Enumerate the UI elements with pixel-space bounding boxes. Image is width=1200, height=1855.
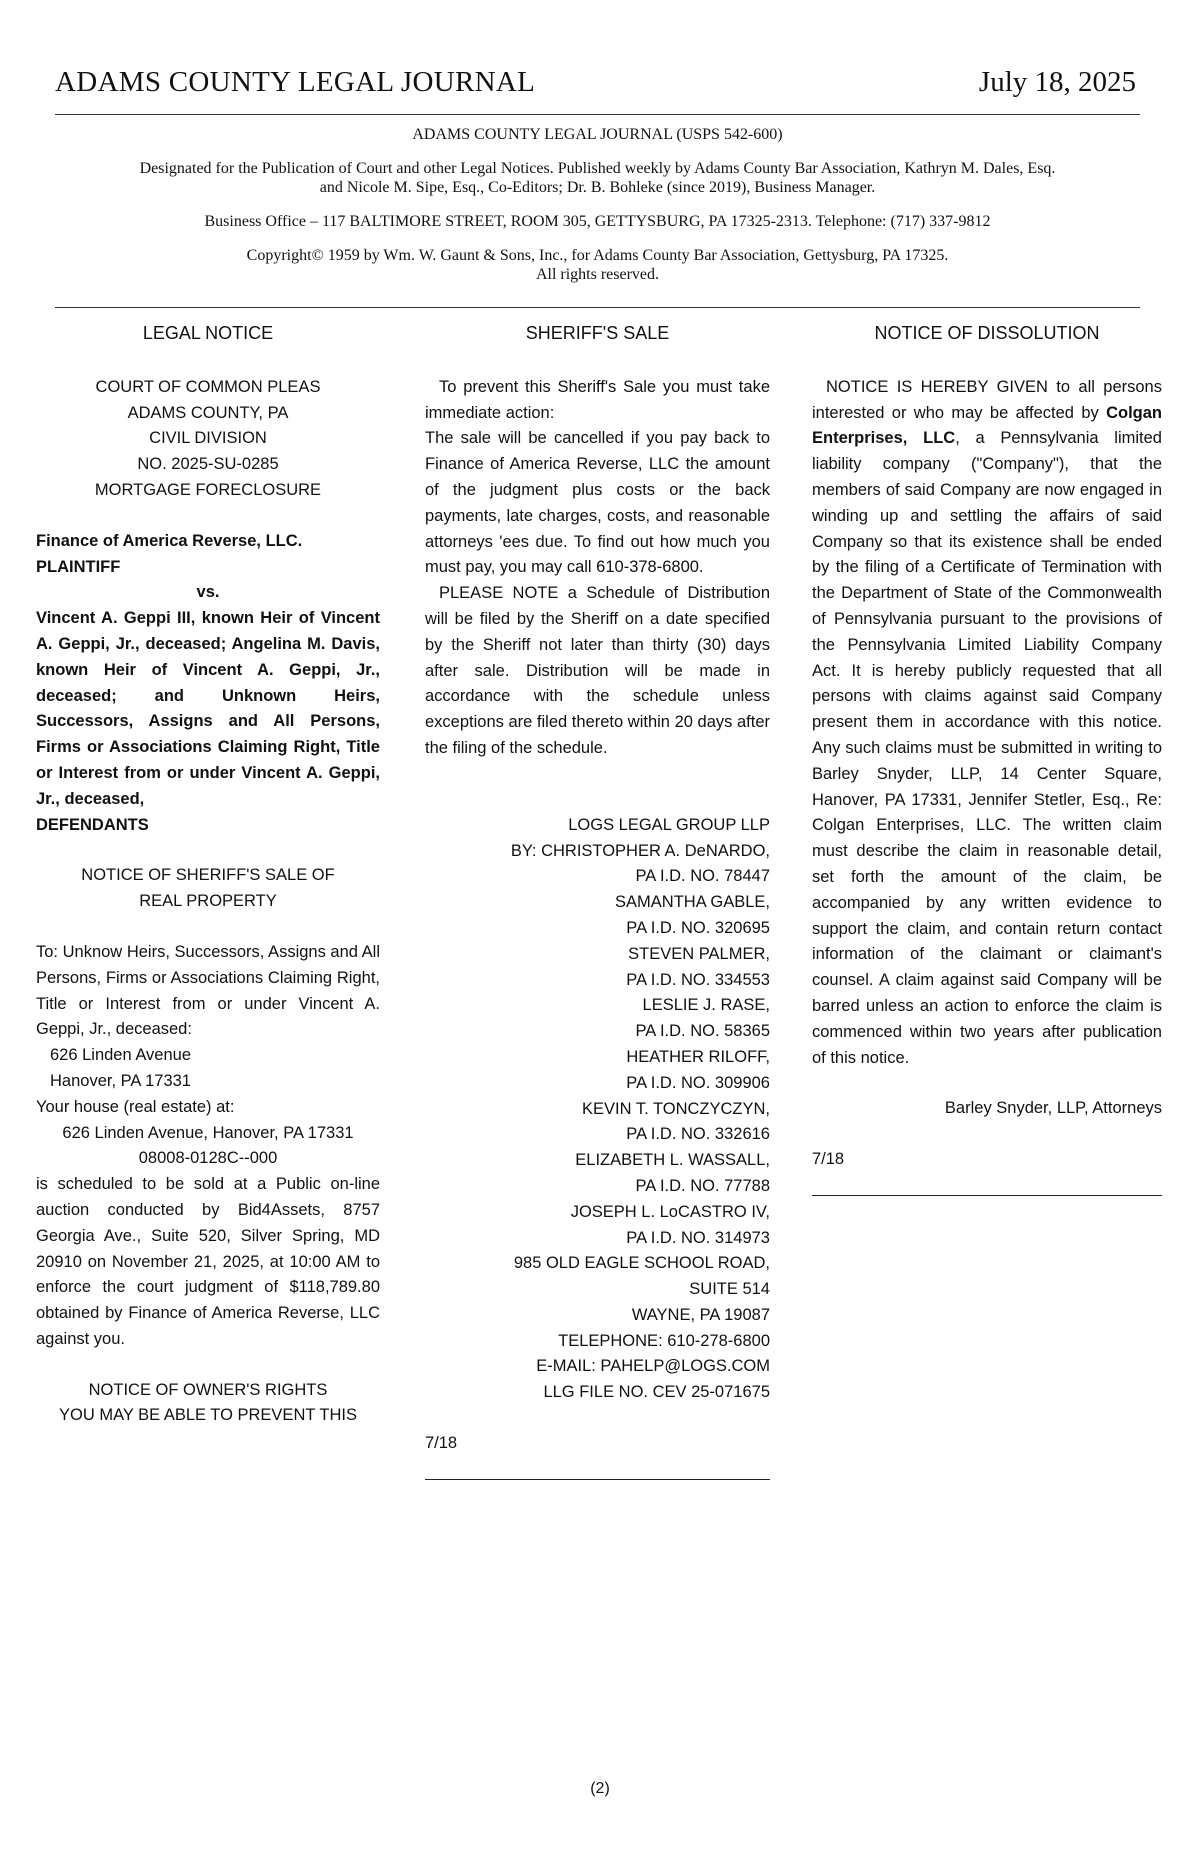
signature-line: PA I.D. NO. 334553 (626, 970, 770, 989)
dissolution-body-intro: NOTICE IS HEREBY GIVEN to all persons interested or who may be affected by (812, 377, 1162, 422)
signature-block (425, 813, 770, 1406)
copyright-line: Copyright© 1959 by Wm. W. Gaunt & Sons, Inc., for Adams County Bar Association, Gettysburg, PA 17325. (246, 247, 949, 264)
dissolution-date-code (812, 1147, 1162, 1196)
sheriffs-sale-paragraph: To prevent this Sheriff's Sale you must take immediate action: (425, 377, 770, 422)
signature-line: ELIZABETH L. WASSALL, (575, 1151, 770, 1170)
house-address: 626 Linden Avenue, Hanover, PA 17331 (62, 1123, 354, 1142)
sheriffs-sale-heading: SHERIFF'S SALE (525, 323, 670, 343)
date-code-text: 7/18 (425, 1434, 458, 1453)
signature-line: PA I.D. NO. 77788 (635, 1176, 770, 1195)
dissolution-heading: NOTICE OF DISSOLUTION (874, 323, 1100, 343)
court-line: CIVIL DIVISION (149, 429, 267, 448)
signature-line: LESLIE J. RASE, (642, 996, 770, 1015)
court-line: COURT OF COMMON PLEAS (95, 377, 321, 396)
legal-notice-heading: LEGAL NOTICE (142, 323, 274, 343)
sheriffs-sale-paragraph: The sale will be cancelled if you pay back to Finance of America Reverse, LLC the amount of the judgment plus costs or the back payments, late charges, costs, and reasonable attorneys 'ees due. To find out how much you must pay, you may call 610-378-6800. (425, 429, 770, 577)
signature-line: BY: CHRISTOPHER A. DeNARDO, (510, 841, 770, 860)
versus-label: vs. (196, 583, 220, 602)
sheriffs-sale-column (425, 321, 770, 1480)
defendants-text: Vincent A. Geppi III, known Heir of Vincent A. Geppi, Jr., deceased; Angelina M. Davis, known Heir of Vincent A. Geppi, Jr., deceased; and Unknown Heirs, Successors, Assigns and All Persons, Firms or Associations Claiming Right, Title or Interest from or under Vincent A. Geppi, Jr., deceased, (36, 609, 380, 808)
court-caption (36, 375, 380, 504)
plaintiff-name: Finance of America Reverse, LLC. (36, 531, 303, 550)
company-name: Colgan Enterprises, LLC (812, 403, 1162, 448)
page-number: (2) (590, 1780, 610, 1797)
date-code-text: 7/18 (812, 1150, 845, 1169)
signature-line: PA I.D. NO. 78447 (635, 867, 770, 886)
signature-line: WAYNE, PA 19087 (631, 1305, 770, 1324)
signature-line: LLG FILE NO. CEV 25-071675 (543, 1383, 770, 1402)
court-line: MORTGAGE FORECLOSURE (94, 480, 322, 499)
publication-info (55, 125, 1140, 308)
rights-line: All rights reserved. (535, 266, 660, 283)
masthead (55, 62, 1140, 115)
house-label: Your house (real estate) at: (36, 1097, 235, 1116)
property-address-line: 626 Linden Avenue (50, 1046, 191, 1065)
signature-line: LOGS LEGAL GROUP LLP (568, 815, 770, 834)
signature-line: TELEPHONE: 610-278-6800 (558, 1331, 770, 1350)
notice-recipients: To: Unknow Heirs, Successors, Assigns and All Persons, Firms or Associations Claiming Right, Title or Interest from or under Vincent A. Geppi, Jr., deceased: (36, 942, 380, 1039)
signature-line: HEATHER RILOFF, (626, 1047, 770, 1066)
journal-title: ADAMS COUNTY LEGAL JOURNAL (55, 66, 536, 98)
signature-line: SUITE 514 (689, 1280, 770, 1299)
designation-text: Designated for the Publication of Court and other Legal Notices. Published weekly by Adams County Bar Association, Kathryn M. Dales, Esq. and Nicole M. Sipe, Esq., Co-Editors; Dr. B. Bohleke (since 2019), Business Manager. (139, 160, 1056, 196)
signature-line: 985 OLD EAGLE SCHOOL ROAD, (513, 1254, 770, 1273)
plaintiff-label: PLAINTIFF (36, 557, 121, 576)
sheriffs-sale-date-code (425, 1431, 770, 1480)
sale-notice-title: NOTICE OF SHERIFF'S SALE OF REAL PROPERTY (81, 866, 335, 911)
signature-line: PA I.D. NO. 314973 (626, 1228, 770, 1247)
business-office-line: Business Office – 117 BALTIMORE STREET, ROOM 305, GETTYSBURG, PA 17325-2313. Telephone: (717) 337-9812 (204, 213, 991, 230)
owners-rights-line: NOTICE OF OWNER'S RIGHTS (88, 1380, 328, 1399)
signature-line: STEVEN PALMER, (628, 944, 770, 963)
dissolution-body (812, 375, 1162, 1072)
sheriffs-sale-paragraph: PLEASE NOTE a Schedule of Distribution will be filed by the Sheriff on a date specified by the Sheriff not later than thirty (30) days after sale. Distribution will be made in accordance with the schedule unless exceptions are filed thereto within 20 days after the filing of the schedule. (425, 584, 770, 757)
court-line: NO. 2025-SU-0285 (137, 455, 279, 474)
sale-text: is scheduled to be sold at a Public on-line auction conducted by Bid4Assets, 8757 Georgia Ave., Suite 520, Silver Spring, MD 20910 on November 21, 2025, at 10:00 AM to enforce the court judgment of $118,789.80 obtained by Finance of America Reverse, LLC against you. (36, 1175, 380, 1348)
court-line: ADAMS COUNTY, PA (127, 403, 289, 422)
signature-line: PA I.D. NO. 58365 (635, 1022, 770, 1041)
issue-date: July 18, 2025 (978, 66, 1136, 98)
signature-line: JOSEPH L. LoCASTRO IV, (570, 1202, 770, 1221)
signature-line: KEVIN T. TONCZYCZYN, (582, 1099, 770, 1118)
dissolution-signature: Barley Snyder, LLP, Attorneys (944, 1099, 1162, 1118)
legal-notice-column (36, 321, 380, 1429)
signature-line: PA I.D. NO. 332616 (626, 1125, 770, 1144)
signature-line: SAMANTHA GABLE, (615, 893, 770, 912)
owners-rights-line: YOU MAY BE ABLE TO PREVENT THIS (58, 1406, 358, 1425)
property-address-line: Hanover, PA 17331 (50, 1071, 191, 1090)
signature-line: E-MAIL: PAHELP@LOGS.COM (536, 1357, 770, 1376)
signature-line: PA I.D. NO. 320695 (626, 918, 770, 937)
dissolution-body-rest: , a Pennsylvania limited liability company ("Company"), that the members of said Company are now engaged in winding up and settling the affairs of said Company so that its existence shall be ended by the filing of a Certificate of Termination with the Department of State of the Commonwealth of Pennsylvania pursuant to the provisions of the Pennsylvania Limited Liability Company Act. It is hereby publicly requested that all persons with claims against said Company present them in accordance with this notice. Any such claims must be submitted in writing to Barley Snyder, LLP, 14 Center Square, Hanover, PA 17331, Jennifer Stetler, Esq., Re: Colgan Enterprises, LLC. The written claim must describe the claim in reasonable detail, set forth the amount of the claim, be accompanied by any written evidence to support the claim, and contain return contact information of the claimant or claimant's counsel. A claim against said Company will be barred unless an action to enforce the claim is commenced within two years after publication of this notice. (812, 429, 1162, 1067)
signature-line: PA I.D. NO. 309906 (626, 1073, 770, 1092)
dissolution-column (812, 321, 1162, 1196)
parcel-id: 08008-0128C--000 (138, 1149, 278, 1168)
defendants-label: DEFENDANTS (36, 815, 149, 834)
usps-line: ADAMS COUNTY LEGAL JOURNAL (USPS 542-600) (412, 126, 783, 143)
